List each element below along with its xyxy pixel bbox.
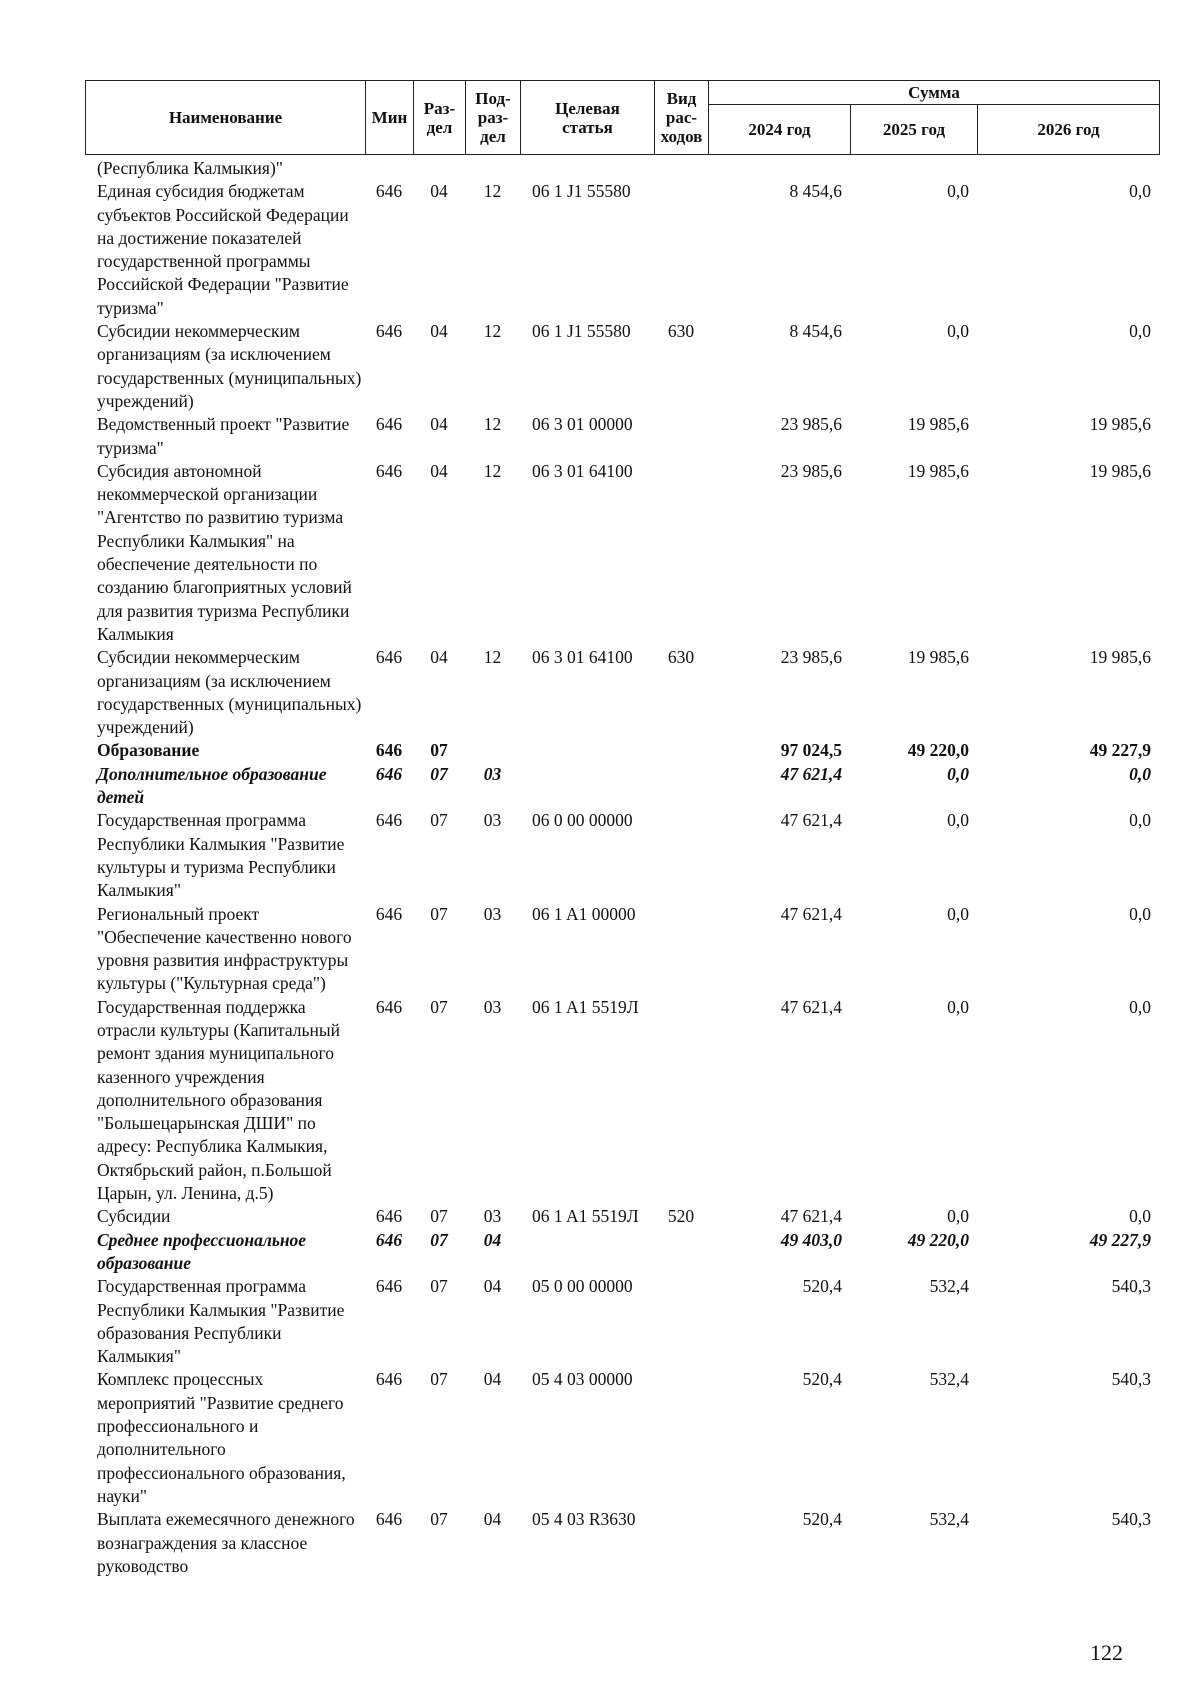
row-sum-2025: 19 985,6 [907,460,969,481]
row-min: 646 [375,1276,403,1297]
row-razdel: 07 [430,740,448,761]
row-sum-2025: 0,0 [947,321,969,342]
row-sum-2024: 47 621,4 [780,996,842,1017]
row-sum-2026: 0,0 [1129,810,1151,831]
row-sum-2025: 0,0 [947,996,969,1017]
row-sum-2026: 0,0 [1129,321,1151,342]
row-podrazdel: 03 [483,810,502,831]
row-vid-raskhodov [654,809,708,902]
row-razdel: 07 [430,763,448,784]
row-razdel: 04 [430,460,448,481]
header-name: Наименование [86,81,366,155]
row-sum-2024: 49 403,0 [780,1229,842,1250]
row-podrazdel: 03 [483,763,502,784]
row-sum-2025: 19 985,6 [907,414,969,435]
row-razdel: 07 [430,1206,448,1227]
row-tselevaya-statya: 05 4 03 R3630 [532,1509,636,1530]
row-min: 646 [375,181,403,202]
row-sum-2026: 19 985,6 [1089,460,1151,481]
row-podrazdel: 04 [483,1509,502,1530]
row-sum-2024: 47 621,4 [780,903,842,924]
budget-table [85,157,1159,1578]
header-2024: 2024 год [709,105,851,155]
table-row [85,1205,1159,1228]
row-podrazdel: 12 [483,181,502,202]
table-row [85,809,1159,902]
row-tselevaya-statya: 05 4 03 00000 [532,1369,633,1390]
row-razdel: 07 [430,1369,448,1390]
row-min: 646 [375,1206,403,1227]
row-tselevaya-statya: 05 0 00 00000 [532,1276,633,1297]
row-min: 646 [375,647,403,668]
row-tselevaya-statya [520,739,654,762]
row-sum-2026 [977,157,1159,180]
row-vid-raskhodov [654,903,708,996]
row-min: 646 [375,460,403,481]
row-tselevaya-statya [520,763,654,810]
row-name: Субсидия автономной некоммерческой организации "Агентство по развитию туризма Республики Калмыкия" на обеспечение деятельности по созданию благоприятных условий для развития туризма Республики Калмыкия [97,460,352,644]
table-row [85,763,1159,810]
row-sum-2026: 540,3 [1111,1369,1151,1390]
row-sum-2024: 23 985,6 [780,647,842,668]
table-row [85,1229,1159,1276]
row-name: Выплата ежемесячного денежного вознаграждения за классное руководство [97,1509,355,1576]
header-min: Мин [366,81,414,155]
row-sum-2026: 0,0 [1129,996,1151,1017]
header-vid-raskhodov: Вид рас- ходов [655,81,709,155]
row-vid-raskhodov: 630 [667,647,695,668]
row-podrazdel [465,157,520,180]
row-min: 646 [375,414,403,435]
row-podrazdel: 12 [483,460,502,481]
row-name: Дополнительное образование детей [97,763,327,808]
row-name: (Республика Калмыкия)" [97,158,283,178]
row-sum-2024: 47 621,4 [780,763,842,784]
row-min: 646 [375,1229,403,1250]
row-podrazdel [465,739,520,762]
row-podrazdel: 03 [483,1206,502,1227]
row-razdel: 07 [430,1229,448,1250]
header-2025: 2025 год [851,105,978,155]
row-vid-raskhodov [654,739,708,762]
row-vid-raskhodov [654,460,708,646]
row-sum-2026: 540,3 [1111,1509,1151,1530]
row-razdel: 07 [430,903,448,924]
row-name: Среднее профессиональное образование [97,1229,307,1273]
row-razdel [413,157,465,180]
row-razdel: 04 [430,181,448,202]
row-sum-2025: 49 220,0 [907,1229,969,1250]
row-sum-2024: 47 621,4 [780,810,842,831]
row-name: Комплекс процессных мероприятий "Развитие среднего профессионального и дополнительного профессионального образования, науки" [97,1369,346,1506]
row-tselevaya-statya: 06 3 01 00000 [532,414,633,435]
row-podrazdel: 03 [483,996,502,1017]
row-podrazdel: 04 [483,1229,502,1250]
row-tselevaya-statya [520,1229,654,1276]
row-min: 646 [375,763,403,784]
header-podrazdel: Под- раз- дел [466,81,521,155]
row-sum-2024: 23 985,6 [780,414,842,435]
row-tselevaya-statya: 06 1 A1 00000 [532,903,636,924]
header-tselevaya-statya: Целевая статья [521,81,655,155]
row-sum-2024: 47 621,4 [780,1206,842,1227]
row-min: 646 [375,1369,403,1390]
row-tselevaya-statya: 06 3 01 64100 [532,460,633,481]
table-row [85,1275,1159,1368]
row-sum-2026: 19 985,6 [1089,414,1151,435]
page-number: 122 [1090,1640,1123,1665]
row-sum-2024 [708,157,850,180]
row-tselevaya-statya: 06 1 J1 55580 [532,321,631,342]
table-row [85,1368,1159,1508]
row-min: 646 [375,810,403,831]
row-sum-2024: 8 454,6 [789,321,842,342]
row-razdel: 04 [430,321,448,342]
table-row [85,157,1159,180]
row-sum-2025: 19 985,6 [907,647,969,668]
row-sum-2025: 0,0 [947,903,969,924]
row-sum-2025: 0,0 [947,810,969,831]
row-tselevaya-statya: 06 3 01 64100 [532,647,633,668]
row-vid-raskhodov [654,413,708,460]
row-tselevaya-statya: 06 1 J1 55580 [532,181,631,202]
row-min [365,157,413,180]
table-row [85,320,1159,413]
row-podrazdel: 12 [483,414,502,435]
row-vid-raskhodov [654,763,708,810]
row-vid-raskhodov [654,996,708,1206]
row-tselevaya-statya: 06 1 A1 5519Л [532,996,639,1017]
row-sum-2025: 532,4 [929,1509,969,1530]
row-vid-raskhodov: 520 [667,1206,695,1227]
row-name: Образование [97,740,200,761]
row-vid-raskhodov [654,1368,708,1508]
row-razdel: 07 [430,1276,448,1297]
row-min: 646 [375,321,403,342]
row-sum-2025: 532,4 [929,1276,969,1297]
row-vid-raskhodov [654,1229,708,1276]
row-tselevaya-statya: 06 1 A1 5519Л [532,1206,639,1227]
row-vid-raskhodov [654,157,708,180]
row-sum-2026: 0,0 [1129,1206,1151,1227]
row-sum-2025: 532,4 [929,1369,969,1390]
row-razdel: 07 [430,1509,448,1530]
row-sum-2024: 97 024,5 [780,740,842,761]
table-row [85,739,1159,762]
table-row [85,460,1159,646]
table-row [85,646,1159,739]
row-sum-2026: 49 227,9 [1089,1229,1151,1250]
row-sum-2024: 520,4 [802,1369,842,1390]
row-name: Государственная поддержка отрасли культуры (Капитальный ремонт здания муниципального казенного учреждения дополнительного образования "Большецарынская ДШИ" по адресу: Республика Калмыкия, Октябрьский район, п.Большой Царын, ул. Ленина, д.5) [97,996,340,1204]
row-name: Ведомственный проект "Развитие туризма" [97,414,350,458]
row-name: Государственная программа Республики Калмыкия "Развитие культуры и туризма Республики Калмыкия" [97,810,345,901]
row-name: Субсидии некоммерческим организациям (за исключением государственных (муниципальных) учреждений) [97,647,362,738]
row-name: Региональный проект "Обеспечение качественно нового уровня развития инфраструктуры культуры ("Культурная среда") [97,903,352,994]
table-header [85,80,1160,155]
row-vid-raskhodov [654,1275,708,1368]
row-name: Субсидии [97,1206,171,1227]
row-podrazdel: 12 [483,321,502,342]
row-min: 646 [375,903,403,924]
row-tselevaya-statya [520,157,654,180]
row-name: Единая субсидия бюджетам субъектов Российской Федерации на достижение показателей государственной программы Российской Федерации "Развитие туризма" [97,181,349,318]
header-razdel: Раз- дел [414,81,466,155]
row-razdel: 07 [430,996,448,1017]
header-2026: 2026 год [978,105,1160,155]
row-sum-2026: 0,0 [1129,903,1151,924]
row-sum-2025: 0,0 [947,1206,969,1227]
row-vid-raskhodov: 630 [667,321,695,342]
table-row [85,413,1159,460]
table-row [85,1508,1159,1578]
row-vid-raskhodov [654,180,708,320]
row-name: Субсидии некоммерческим организациям (за исключением государственных (муниципальных) учреждений) [97,321,362,411]
row-sum-2026: 540,3 [1111,1276,1151,1297]
row-razdel: 04 [430,647,448,668]
row-podrazdel: 04 [483,1276,502,1297]
row-name: Государственная программа Республики Калмыкия "Развитие образования Республики Калмыкия" [97,1276,345,1367]
header-summa: Сумма [709,81,1160,105]
row-razdel: 04 [430,414,448,435]
table-row [85,180,1159,320]
row-sum-2026: 0,0 [1129,763,1151,784]
row-sum-2024: 520,4 [802,1276,842,1297]
row-podrazdel: 04 [483,1369,502,1390]
row-sum-2024: 8 454,6 [789,181,842,202]
row-sum-2025: 0,0 [947,763,969,784]
row-sum-2024: 520,4 [802,1509,842,1530]
row-sum-2026: 0,0 [1129,181,1151,202]
row-sum-2026: 49 227,9 [1089,740,1151,761]
row-sum-2025: 49 220,0 [907,740,969,761]
row-min: 646 [375,996,403,1017]
row-min: 646 [375,1509,403,1530]
row-min: 646 [375,740,403,761]
row-vid-raskhodov [654,1508,708,1578]
row-razdel: 07 [430,810,448,831]
row-sum-2026: 19 985,6 [1089,647,1151,668]
row-tselevaya-statya: 06 0 00 00000 [532,810,633,831]
row-podrazdel: 03 [483,903,502,924]
row-sum-2025 [850,157,977,180]
row-sum-2025: 0,0 [947,181,969,202]
row-sum-2024: 23 985,6 [780,460,842,481]
table-row [85,903,1159,996]
table-row [85,996,1159,1206]
row-podrazdel: 12 [483,647,502,668]
